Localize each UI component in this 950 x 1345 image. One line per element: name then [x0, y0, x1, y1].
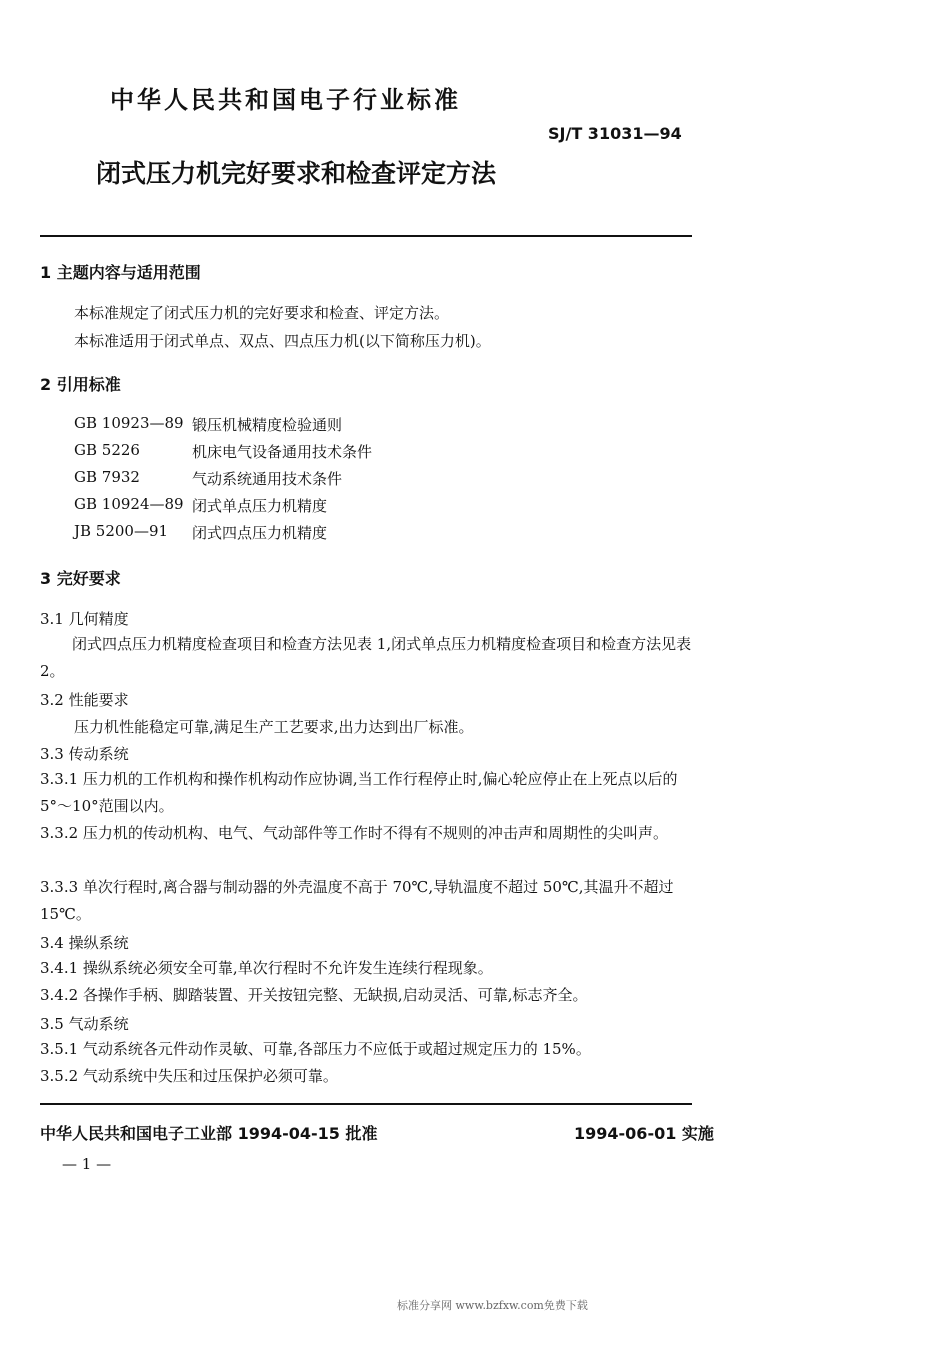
clause-3-3-1: 3.3.1 压力机的工作机构和操作机构动作应协调,当工作行程停止时,偏心轮应停止在上死点以后的 5°～10°范围以内。: [40, 770, 678, 815]
section-3-heading: 3 完好要求: [40, 569, 121, 588]
reference-code: JB 5200—91: [74, 522, 169, 540]
subsection-3-5-heading: 3.5 气动系统: [40, 1015, 129, 1033]
subsection-3-1-heading: 3.1 几何精度: [40, 610, 129, 628]
approval-line: 中华人民共和国电子工业部 1994-04-15 批准: [40, 1124, 378, 1143]
document-title: 闭式压力机完好要求和检查评定方法: [96, 159, 497, 188]
header-divider: [40, 235, 692, 237]
reference-code: GB 10924—89: [74, 495, 184, 513]
reference-name: 气动系统通用技术条件: [192, 470, 343, 488]
clause-3-5-1: 3.5.1 气动系统各元件动作灵敏、可靠,各部压力不应低于或超过规定压力的 15%。: [40, 1040, 591, 1058]
section-1-heading: 1 主题内容与适用范围: [40, 263, 201, 282]
subsection-3-4-heading: 3.4 操纵系统: [40, 934, 129, 952]
reference-name: 闭式单点压力机精度: [192, 497, 328, 515]
reference-code: GB 7932: [74, 468, 140, 486]
issuing-organization: 中华人民共和国电子行业标准: [110, 86, 461, 114]
clause-3-3-2: 3.3.2 压力机的传动机构、电气、气动部件等工作时不得有不规则的冲击声和周期性的尖叫声。: [40, 824, 668, 842]
footer-divider: [40, 1103, 692, 1105]
section-2-heading: 2 引用标准: [40, 375, 121, 394]
reference-name: 锻压机械精度检验通则: [192, 416, 343, 434]
subsection-3-3-heading: 3.3 传动系统: [40, 745, 129, 763]
section-1-paragraph: 本标准规定了闭式压力机的完好要求和检查、评定方法。: [74, 304, 450, 322]
effective-date: 1994-06-01 实施: [574, 1124, 714, 1143]
subsection-3-1-text: 闭式四点压力机精度检查项目和检查方法见表 1,闭式单点压力机精度检查项目和检查方法见表 2。: [40, 635, 692, 680]
clause-3-4-2: 3.4.2 各操作手柄、脚踏装置、开关按钮完整、无缺损,启动灵活、可靠,标志齐全。: [40, 986, 588, 1004]
page-number: — 1 —: [62, 1155, 112, 1173]
reference-code: GB 5226: [74, 441, 140, 459]
subsection-3-2-text: 压力机性能稳定可靠,满足生产工艺要求,出力达到出厂标准。: [74, 718, 474, 736]
reference-code: GB 10923—89: [74, 414, 184, 432]
clause-3-5-2: 3.5.2 气动系统中失压和过压保护必须可靠。: [40, 1067, 338, 1085]
subsection-3-2-heading: 3.2 性能要求: [40, 691, 129, 709]
standard-code: SJ/T 31031—94: [548, 124, 682, 143]
section-1-paragraph: 本标准适用于闭式单点、双点、四点压力机(以下简称压力机)。: [74, 332, 491, 350]
clause-3-4-1: 3.4.1 操纵系统必须安全可靠,单次行程时不允许发生连续行程现象。: [40, 959, 493, 977]
reference-name: 机床电气设备通用技术条件: [192, 443, 373, 461]
reference-name: 闭式四点压力机精度: [192, 524, 328, 542]
watermark-text: 标准分享网 www.bzfxw.com免费下载: [397, 1299, 588, 1312]
clause-3-3-3: 3.3.3 单次行程时,离合器与制动器的外壳温度不高于 70℃,导轨温度不超过 50℃,其温升不超过 15℃。: [40, 878, 674, 923]
